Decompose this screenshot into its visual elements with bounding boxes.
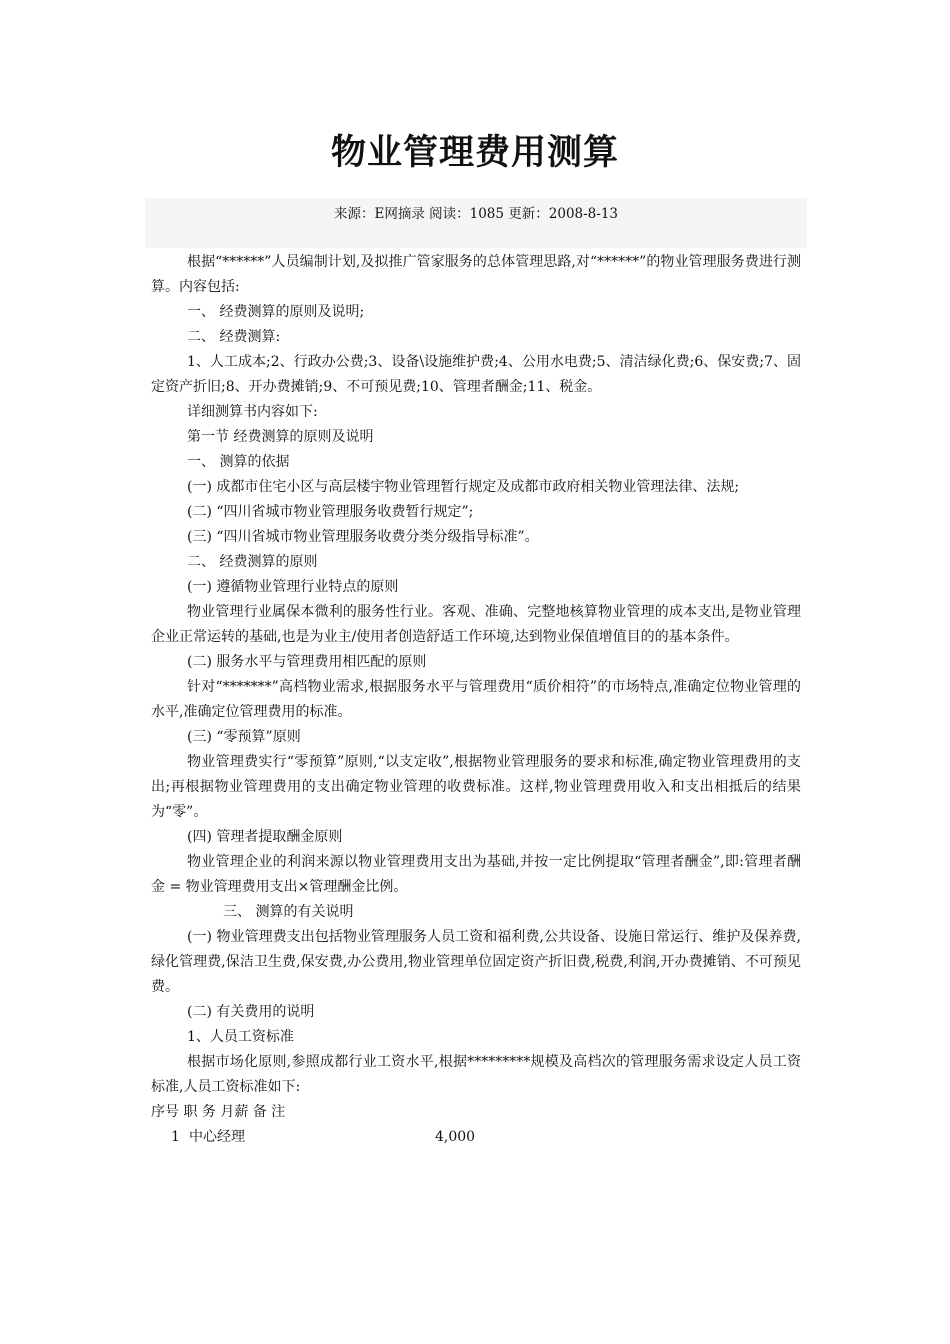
document-body [151,250,801,1150]
paragraph-outline-1: 一、 经费测算的原则及说明; [187,304,365,320]
principle-3-text: 物业管理费实行“零预算”原则,“以支定收”,根据物业管理服务的要求和标准,确定物业管理费用的支出;再根据物业管理费用的支出确定物业管理的收费标准。这样,物业管理费用收入和支出相抵后的结果为“零”。 [151,754,801,820]
salary-table-row [151,1125,801,1150]
salary-heading: 1、人员工资标准 [187,1029,294,1045]
paragraph-basis-2: (二) “四川省城市物业管理服务收费暂行规定”; [187,504,474,520]
meta-info-text: 来源：E网摘录 阅读：1085 更新：2008-8-13 [333,206,619,222]
salary-table-header: 序号 职 务 月薪 备 注 [151,1104,286,1120]
principle-1-text: 物业管理行业属保本微利的服务性行业。客观、准确、完整地核算物业管理的成本支出,是物业管理企业正常运转的基础,也是为业主/使用者创造舒适工作环境,达到物业保值增值目的的基本条件。 [151,604,801,645]
paragraph-cost-items: 1、人工成本;2、行政办公费;3、设备\设施维护费;4、公用水电费;5、清洁绿化费;6、保安费;7、固定资产折旧;8、开办费摊销;9、不可预见费;10、管理者酬金;11、税金。 [151,354,801,395]
salary-row-number: 1 [171,1129,180,1145]
paragraph-intro: 根据“******”人员编制计划,及拟推广管家服务的总体管理思路,对“******”的物业管理服务费进行测算。内容包括: [151,254,801,295]
paragraph-basis-1: (一) 成都市住宅小区与高层楼宇物业管理暂行规定及成都市政府相关物业管理法律、法规; [187,479,740,495]
principle-2-text: 针对“*******”高档物业需求,根据服务水平与管理费用“质价相符”的市场特点,准确定位物业管理的水平,准确定位管理费用的标准。 [151,679,801,720]
subheading-principles: 二、 经费测算的原则 [187,554,318,570]
paragraph-detail-intro: 详细测算书内容如下: [187,404,318,420]
paragraph-outline-2: 二、 经费测算: [187,329,281,345]
principle-2-heading: (二) 服务水平与管理费用相匹配的原则 [187,654,427,670]
principle-4-text: 物业管理企业的利润来源以物业管理费用支出为基础,并按一定比例提取“管理者酬金”,即:管理者酬金 = 物业管理费用支出×管理酬金比例。 [151,854,801,895]
paragraph-basis-3: (三) “四川省城市物业管理服务收费分类分级指导标准”。 [187,529,539,545]
subheading-notes: 三、 测算的有关说明 [223,904,354,920]
meta-info-bar [145,198,807,248]
note-1-text: (一) 物业管理费支出包括物业管理服务人员工资和福利费,公共设备、设施日常运行、维护及保养费,绿化管理费,保洁卫生费,保安费,办公费用,物业管理单位固定资产折旧费,税费,利润,开办费摊销、不可预见费。 [151,929,801,995]
subheading-basis: 一、 测算的依据 [187,454,290,470]
principle-3-heading: (三) “零预算”原则 [187,729,301,745]
salary-intro: 根据市场化原则,参照成都行业工资水平,根据*********规模及高档次的管理服务需求设定人员工资标准,人员工资标准如下: [151,1054,801,1095]
section-heading: 第一节 经费测算的原则及说明 [187,429,374,445]
salary-row-amount: 4,000 [435,1129,476,1145]
salary-row-position: 中心经理 [189,1129,245,1145]
note-2-heading: (二) 有关费用的说明 [187,1004,315,1020]
principle-4-heading: (四) 管理者提取酬金原则 [187,829,343,845]
principle-1-heading: (一) 遵循物业管理行业特点的原则 [187,579,399,595]
document-title: 物业管理费用测算 [330,132,619,173]
